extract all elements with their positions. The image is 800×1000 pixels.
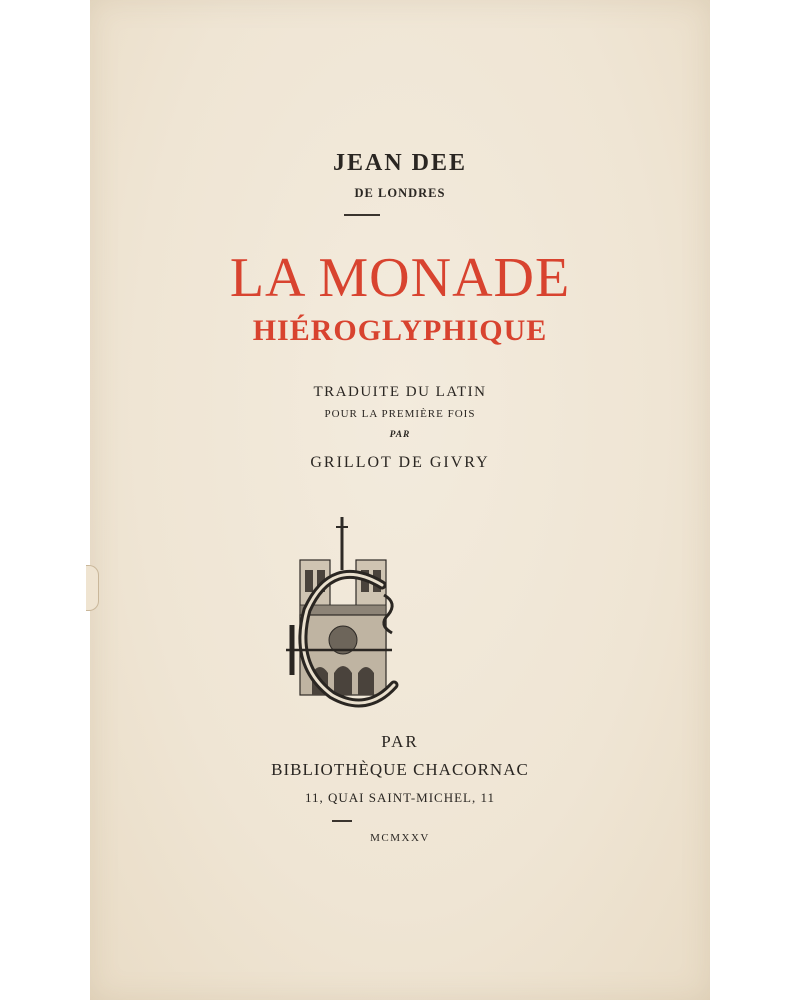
divider-rule-small <box>332 820 352 822</box>
publication-year: MCMXXV <box>370 832 430 844</box>
translator-name: GRILLOT DE GIVRY <box>310 454 490 471</box>
author-subtitle: DE LONDRES <box>354 186 446 200</box>
divider-rule <box>344 214 380 216</box>
translation-line-1: TRADUITE DU LATIN <box>313 384 487 400</box>
title-page <box>90 0 710 1000</box>
publisher-address: 11, QUAI SAINT-MICHEL, 11 <box>304 790 496 805</box>
translation-by: PAR <box>389 430 411 440</box>
publisher-name: BIBLIOTHÈQUE CHACORNAC <box>271 760 529 779</box>
book-title: LA MONADE <box>229 247 571 309</box>
cathedral-monogram-icon <box>272 515 412 715</box>
binding-notch <box>86 565 99 611</box>
translation-line-2: POUR LA PREMIÈRE FOIS <box>324 408 476 420</box>
author-name: JEAN DEE <box>332 150 468 176</box>
imprint-by: PAR <box>381 732 419 751</box>
book-subtitle: HIÉROGLYPHIQUE <box>252 314 548 347</box>
